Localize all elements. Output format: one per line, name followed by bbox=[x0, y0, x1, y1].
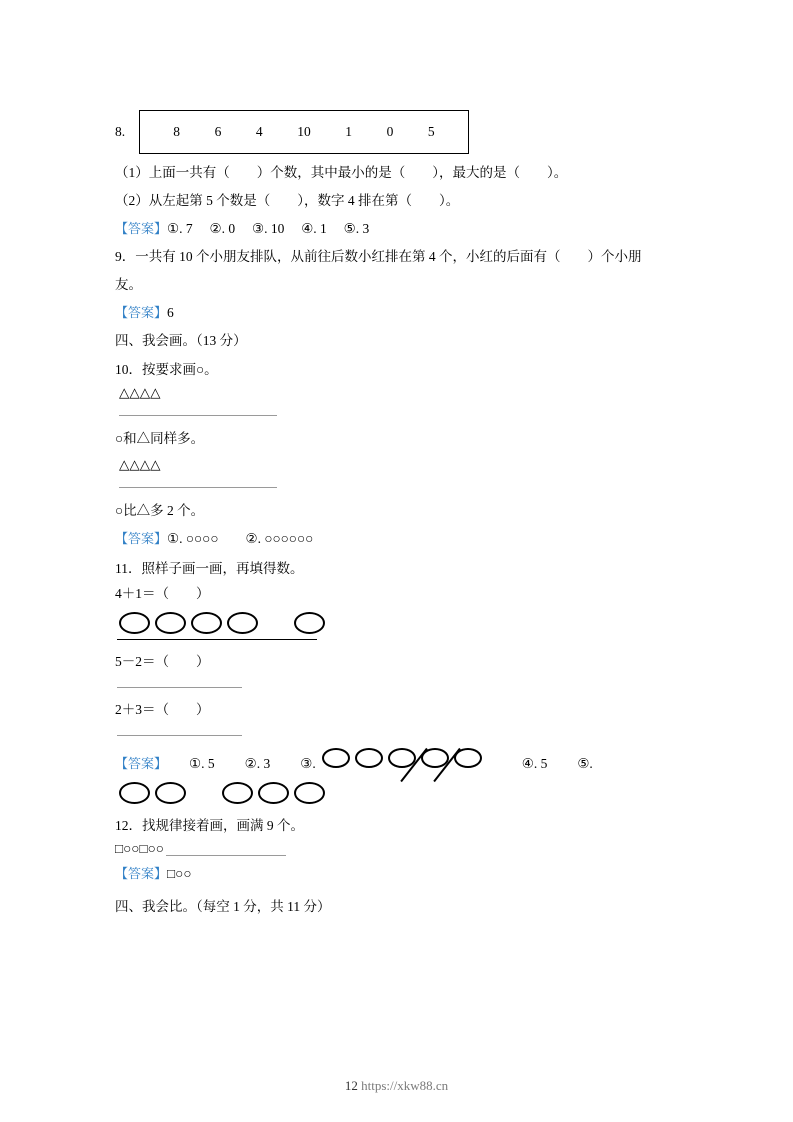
number-box bbox=[139, 110, 469, 154]
question-8-number: 8. bbox=[115, 124, 126, 139]
question-12-pattern: □○○□○○ bbox=[115, 840, 164, 856]
answer-body-2: ②. 3 bbox=[244, 755, 271, 771]
question-10-answer bbox=[115, 529, 688, 550]
question-8-box-row bbox=[115, 110, 688, 154]
answer-body: ①. ○○○○ ②. ○○○○○○ bbox=[167, 531, 314, 547]
circle-shape bbox=[222, 782, 253, 804]
question-8-answer bbox=[115, 219, 688, 240]
circle-shape bbox=[322, 748, 350, 768]
section-heading-4a: 四、我会画。（13 分） bbox=[115, 332, 247, 348]
question-10-header bbox=[115, 358, 688, 378]
answer-rule bbox=[117, 735, 242, 736]
answer-tag: 【答案】 bbox=[115, 220, 168, 236]
circle-shape bbox=[155, 782, 186, 804]
number-cell: 5 bbox=[427, 124, 435, 139]
answer-body-3: ③. bbox=[300, 755, 316, 771]
answer-tag: 【答案】 bbox=[115, 865, 168, 881]
question-11-equation-3: 2＋3＝（ ） bbox=[115, 702, 210, 718]
answer-body: 6 bbox=[167, 304, 174, 320]
number-cell: 1 bbox=[345, 124, 353, 139]
question-10-caption-2: ○比△多 2 个。 bbox=[115, 503, 205, 519]
circle-shape bbox=[119, 782, 150, 804]
answer-body-1: ①. 5 bbox=[189, 755, 215, 771]
answer-body-5: ⑤. bbox=[577, 755, 593, 771]
footer-site: https://xkw88.cn bbox=[361, 1078, 449, 1093]
answer-rule bbox=[117, 639, 317, 640]
answer-circle-group bbox=[322, 748, 482, 768]
question-11-equation-2: 5－2＝（ ） bbox=[115, 654, 210, 670]
question-10-text: 按要求画○。 bbox=[142, 362, 218, 378]
question-9-text: 9．一共有 10 个小朋友排队，从前往后数小红排在第 4 个，小红的后面有（ ）个小朋 bbox=[115, 248, 642, 264]
number-cell: 4 bbox=[255, 124, 263, 139]
question-11-equation-1: 4＋1＝（ ） bbox=[115, 586, 210, 602]
question-10-triangles-2: △△△△ bbox=[119, 457, 161, 473]
question-11-circle-row bbox=[119, 612, 688, 634]
circle-shape-crossed bbox=[454, 748, 482, 768]
question-11-text: 照样子画一画，再填得数。 bbox=[141, 561, 304, 577]
section-heading-4b: 四、我会比。（每空 1 分，共 11 分） bbox=[115, 898, 331, 914]
answer-rule bbox=[119, 415, 277, 416]
circle-shape bbox=[227, 612, 258, 634]
number-cell: 8 bbox=[173, 124, 181, 139]
number-cell: 0 bbox=[386, 124, 394, 139]
circle-shape bbox=[294, 612, 325, 634]
answer-circle-row-2 bbox=[119, 782, 688, 804]
answer-rule bbox=[117, 687, 242, 688]
circle-shape bbox=[119, 612, 150, 634]
question-12-number: 12． bbox=[115, 817, 142, 833]
circle-shape bbox=[191, 612, 222, 634]
question-11-number: 11． bbox=[115, 561, 142, 577]
question-10-caption-1: ○和△同样多。 bbox=[115, 431, 205, 447]
question-10-number: 10． bbox=[115, 362, 142, 378]
answer-tag: 【答案】 bbox=[115, 755, 168, 771]
circle-shape bbox=[258, 782, 289, 804]
circle-shape bbox=[155, 612, 186, 634]
answer-rule bbox=[119, 487, 277, 488]
answer-tag: 【答案】 bbox=[115, 531, 168, 547]
question-8-sub1: （1）上面一共有（ ）个数，其中最小的是（ ），最大的是（ ）。 bbox=[115, 165, 568, 180]
answer-tag: 【答案】 bbox=[115, 304, 168, 320]
question-9-answer bbox=[115, 303, 688, 324]
question-12-pattern-row bbox=[115, 841, 688, 857]
question-12-header bbox=[115, 814, 688, 834]
question-11-header bbox=[115, 557, 688, 577]
page-footer bbox=[0, 1078, 793, 1094]
answer-body: ①. 7 ②. 0 ③. 10 ④. 1 ⑤. 3 bbox=[167, 220, 370, 236]
question-12-text: 找规律接着画，画满 9 个。 bbox=[142, 817, 304, 833]
page-number: 12 bbox=[344, 1078, 358, 1093]
number-cell: 10 bbox=[297, 124, 311, 139]
circle-shape bbox=[294, 782, 325, 804]
question-8-sub2: （2）从左起第 5 个数是（ ），数字 4 排在第（ ）。 bbox=[115, 192, 460, 208]
circle-shape bbox=[355, 748, 383, 768]
question-9-text-cont: 友。 bbox=[115, 276, 142, 292]
question-10-triangles-1: △△△△ bbox=[119, 385, 161, 401]
answer-body: □○○ bbox=[167, 865, 192, 881]
question-12-answer bbox=[115, 864, 688, 885]
answer-body-4: ④. 5 bbox=[521, 755, 548, 771]
number-cell: 6 bbox=[214, 124, 222, 139]
answer-blank bbox=[166, 842, 286, 856]
question-11-answer bbox=[115, 748, 688, 775]
